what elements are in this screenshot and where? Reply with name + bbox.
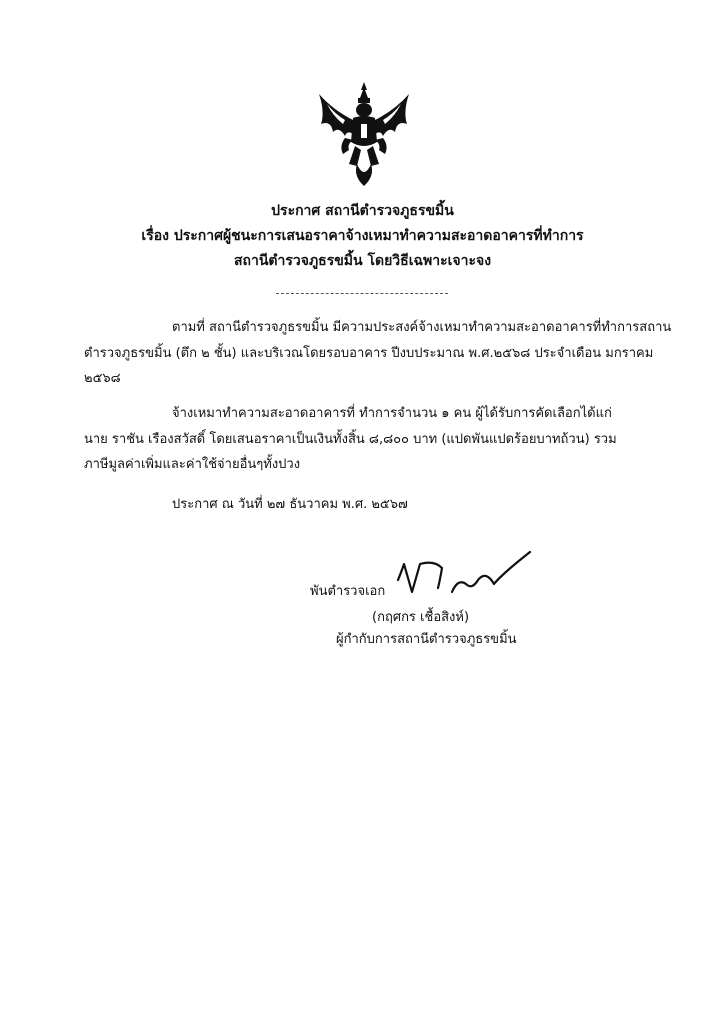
handwritten-signature [394, 548, 534, 598]
garuda-emblem-icon [315, 80, 413, 188]
signer-name: (กฤศกร เชื้อสิงห์) [372, 610, 470, 625]
announcement-subject: เรื่อง ประกาศผู้ชนะการเสนอราคาจ้างเหมาทำความสะอาดอาคารที่ทำการ [141, 228, 584, 244]
paragraph-1-line-1: ตามที่ สถานีตำรวจภูธรขมิ้น มีความประสงค์จ้างเหมาทำความสะอาดอาคารที่ทำการสถาน [172, 320, 672, 335]
announcement-subject-cont: สถานีตำรวจภูธรขมิ้น โดยวิธีเฉพาะเจาะจง [233, 253, 492, 269]
signer-position: ผู้กำกับการสถานีตำรวจภูธรขมิ้น [336, 632, 517, 647]
signer-rank: พันตำรวจเอก [310, 584, 386, 599]
divider [276, 293, 448, 294]
paragraph-1-line-3: ๒๕๖๘ [84, 371, 121, 386]
paragraph-2-line-1: จ้างเหมาทำความสะอาดอาคารที่ ทำการจำนวน ๑ คน ผู้ได้รับการคัดเลือกได้แก่ [172, 406, 612, 421]
paragraph-1-line-2: ตำรวจภูธรขมิ้น (ตึก ๒ ชั้น) และบริเวณโดยรอบอาคาร ปีงบประมาณ พ.ศ.๒๕๖๘ ประจำเดือน มกราคม [84, 346, 654, 361]
paragraph-2-line-3: ภาษีมูลค่าเพิ่มและค่าใช้จ่ายอื่นๆทั้งปวง [84, 457, 301, 472]
announcement-title: ประกาศ สถานีตำรวจภูธรขมิ้น [271, 203, 454, 219]
announcement-date: ประกาศ ณ วันที่ ๒๗ ธันวาคม พ.ศ. ๒๕๖๗ [172, 497, 408, 512]
paragraph-2-line-2: นาย ราชัน เรืองสวัสดิ์ โดยเสนอราคาเป็นเงินทั้งสิ้น ๘,๘๐๐ บาท (แปดพันแปดร้อยบาทถ้วน) รวม [84, 432, 617, 447]
